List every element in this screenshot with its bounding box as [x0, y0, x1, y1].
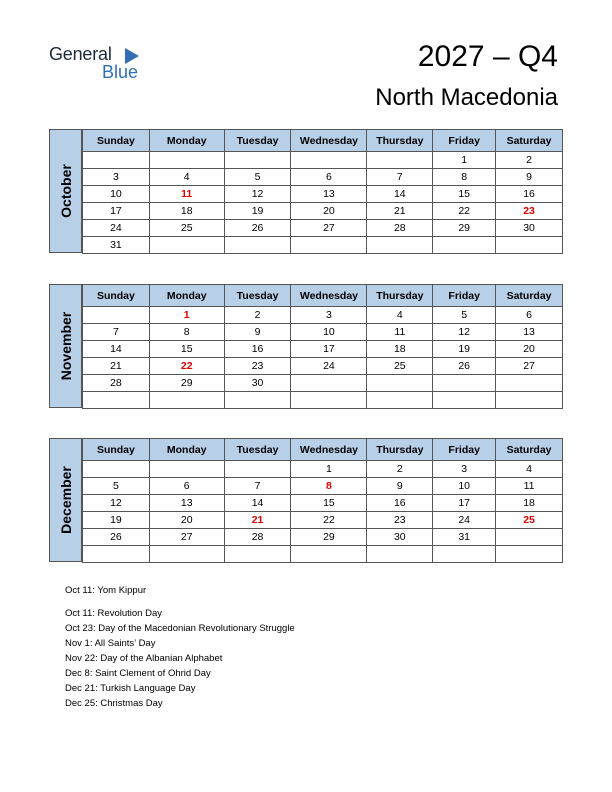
- day-cell: [496, 529, 563, 546]
- day-cell: [433, 392, 496, 409]
- day-cell: 3: [83, 169, 150, 186]
- day-cell: [224, 461, 291, 478]
- day-cell: 2: [224, 307, 291, 324]
- day-cell: [367, 237, 433, 254]
- day-cell: 14: [83, 341, 150, 358]
- week-row: [83, 358, 563, 375]
- day-cell: 21: [224, 512, 291, 529]
- day-cell: 4: [496, 461, 563, 478]
- day-cell: 11: [149, 186, 224, 203]
- month-block-november: [49, 284, 563, 408]
- day-cell: 13: [149, 495, 224, 512]
- day-cell: [83, 152, 150, 169]
- day-cell: 18: [367, 341, 433, 358]
- weekday-header: Sunday: [83, 130, 150, 152]
- day-cell: [149, 392, 224, 409]
- day-cell: 22: [433, 203, 496, 220]
- weekday-header: Thursday: [367, 439, 433, 461]
- weekday-header: Tuesday: [224, 130, 291, 152]
- day-cell: 28: [367, 220, 433, 237]
- day-cell: 10: [433, 478, 496, 495]
- day-cell: 15: [433, 186, 496, 203]
- day-cell: 26: [433, 358, 496, 375]
- day-cell: 11: [496, 478, 563, 495]
- day-cell: 17: [433, 495, 496, 512]
- day-cell: 26: [224, 220, 291, 237]
- day-cell: [496, 237, 563, 254]
- day-cell: 24: [83, 220, 150, 237]
- week-row: [83, 512, 563, 529]
- day-cell: [83, 461, 150, 478]
- month-block-october: [49, 129, 563, 253]
- day-cell: 4: [367, 307, 433, 324]
- month-name: December: [57, 466, 74, 534]
- day-cell: 5: [83, 478, 150, 495]
- day-cell: 20: [496, 341, 563, 358]
- day-cell: [433, 375, 496, 392]
- day-cell: [224, 152, 291, 169]
- day-cell: 19: [224, 203, 291, 220]
- day-cell: [149, 461, 224, 478]
- week-row: [83, 375, 563, 392]
- day-cell: 25: [367, 358, 433, 375]
- day-cell: [291, 392, 367, 409]
- day-cell: 23: [224, 358, 291, 375]
- day-cell: 15: [149, 341, 224, 358]
- day-cell: 20: [291, 203, 367, 220]
- day-cell: 2: [496, 152, 563, 169]
- day-cell: 11: [367, 324, 433, 341]
- day-cell: 5: [433, 307, 496, 324]
- day-cell: 16: [224, 341, 291, 358]
- day-cell: [83, 307, 150, 324]
- day-cell: 14: [367, 186, 433, 203]
- day-cell: 24: [291, 358, 367, 375]
- day-cell: 7: [83, 324, 150, 341]
- month-label: [49, 129, 82, 253]
- holiday-note: Dec 21: Turkish Language Day: [65, 683, 196, 694]
- week-row: [83, 392, 563, 409]
- weekday-header: Saturday: [496, 439, 563, 461]
- weekday-header-row: [83, 285, 563, 307]
- holiday-note: Oct 23: Day of the Macedonian Revolutionary Struggle: [65, 623, 295, 634]
- weekday-header-row: [83, 439, 563, 461]
- weekday-header: Friday: [433, 285, 496, 307]
- day-cell: [496, 375, 563, 392]
- day-cell: 28: [83, 375, 150, 392]
- day-cell: 9: [496, 169, 563, 186]
- week-row: [83, 220, 563, 237]
- day-cell: 14: [224, 495, 291, 512]
- week-row: [83, 169, 563, 186]
- day-cell: 21: [367, 203, 433, 220]
- day-cell: 6: [149, 478, 224, 495]
- day-cell: 18: [496, 495, 563, 512]
- weekday-header: Saturday: [496, 130, 563, 152]
- day-cell: [367, 375, 433, 392]
- weekday-header: Monday: [149, 439, 224, 461]
- day-cell: 27: [496, 358, 563, 375]
- day-cell: 23: [496, 203, 563, 220]
- day-cell: 30: [496, 220, 563, 237]
- day-cell: [496, 392, 563, 409]
- day-cell: 29: [433, 220, 496, 237]
- weekday-header: Thursday: [367, 285, 433, 307]
- day-cell: 12: [433, 324, 496, 341]
- weekday-header: Sunday: [83, 285, 150, 307]
- month-calendar-table: [82, 284, 563, 409]
- day-cell: 17: [83, 203, 150, 220]
- day-cell: 7: [367, 169, 433, 186]
- day-cell: [367, 152, 433, 169]
- day-cell: 19: [83, 512, 150, 529]
- weekday-header-row: [83, 130, 563, 152]
- logo-general-text: General: [49, 44, 112, 64]
- day-cell: 23: [367, 512, 433, 529]
- day-cell: [149, 237, 224, 254]
- day-cell: 30: [367, 529, 433, 546]
- holiday-notes: [65, 583, 295, 711]
- day-cell: 12: [83, 495, 150, 512]
- weekday-header: Thursday: [367, 130, 433, 152]
- day-cell: [496, 546, 563, 563]
- weekday-header: Friday: [433, 130, 496, 152]
- week-row: [83, 341, 563, 358]
- day-cell: 4: [149, 169, 224, 186]
- day-cell: 12: [224, 186, 291, 203]
- week-row: [83, 529, 563, 546]
- weekday-header: Saturday: [496, 285, 563, 307]
- holiday-note: Nov 22: Day of the Albanian Alphabet: [65, 653, 223, 664]
- day-cell: 19: [433, 341, 496, 358]
- day-cell: [433, 546, 496, 563]
- holiday-note: Dec 25: Christmas Day: [65, 698, 163, 709]
- day-cell: 6: [496, 307, 563, 324]
- day-cell: 22: [291, 512, 367, 529]
- weekday-header: Friday: [433, 439, 496, 461]
- week-row: [83, 324, 563, 341]
- holiday-note: Nov 1: All Saints’ Day: [65, 638, 156, 649]
- weekday-header: Tuesday: [224, 439, 291, 461]
- month-name: November: [57, 311, 74, 381]
- day-cell: 16: [496, 186, 563, 203]
- day-cell: 27: [291, 220, 367, 237]
- day-cell: 30: [224, 375, 291, 392]
- holiday-note: Oct 11: Revolution Day: [65, 608, 162, 619]
- weekday-header: Sunday: [83, 439, 150, 461]
- day-cell: [224, 237, 291, 254]
- day-cell: [224, 392, 291, 409]
- day-cell: 5: [224, 169, 291, 186]
- month-label: [49, 284, 82, 408]
- day-cell: 29: [149, 375, 224, 392]
- day-cell: [367, 546, 433, 563]
- day-cell: [224, 546, 291, 563]
- day-cell: 29: [291, 529, 367, 546]
- day-cell: [433, 237, 496, 254]
- day-cell: 25: [496, 512, 563, 529]
- month-label: [49, 438, 82, 562]
- day-cell: 3: [291, 307, 367, 324]
- weekday-header: Monday: [149, 285, 224, 307]
- holiday-note: Dec 8: Saint Clement of Ohrid Day: [65, 668, 211, 679]
- day-cell: 9: [367, 478, 433, 495]
- day-cell: 21: [83, 358, 150, 375]
- day-cell: 24: [433, 512, 496, 529]
- day-cell: 13: [291, 186, 367, 203]
- day-cell: [367, 392, 433, 409]
- day-cell: 7: [224, 478, 291, 495]
- day-cell: 8: [149, 324, 224, 341]
- day-cell: 3: [433, 461, 496, 478]
- holiday-note: Oct 11: Yom Kippur: [65, 585, 147, 596]
- month-calendar-table: [82, 438, 563, 563]
- week-row: [83, 461, 563, 478]
- day-cell: [83, 392, 150, 409]
- day-cell: 18: [149, 203, 224, 220]
- day-cell: 27: [149, 529, 224, 546]
- day-cell: 1: [433, 152, 496, 169]
- day-cell: [83, 546, 150, 563]
- week-row: [83, 186, 563, 203]
- weekday-header: Wednesday: [291, 285, 367, 307]
- logo-blue-text: Blue: [102, 62, 139, 82]
- weekday-header: Monday: [149, 130, 224, 152]
- day-cell: [149, 152, 224, 169]
- day-cell: 8: [291, 478, 367, 495]
- week-row: [83, 495, 563, 512]
- day-cell: 20: [149, 512, 224, 529]
- week-row: [83, 237, 563, 254]
- weekday-header: Wednesday: [291, 439, 367, 461]
- day-cell: 13: [496, 324, 563, 341]
- day-cell: 16: [367, 495, 433, 512]
- day-cell: 17: [291, 341, 367, 358]
- day-cell: 1: [291, 461, 367, 478]
- generalblue-logo: [49, 44, 149, 84]
- day-cell: 10: [83, 186, 150, 203]
- day-cell: 2: [367, 461, 433, 478]
- week-row: [83, 203, 563, 220]
- day-cell: 26: [83, 529, 150, 546]
- day-cell: [291, 375, 367, 392]
- week-row: [83, 152, 563, 169]
- day-cell: 1: [149, 307, 224, 324]
- day-cell: [291, 546, 367, 563]
- page-title: 2027 – Q4: [417, 40, 558, 73]
- day-cell: 25: [149, 220, 224, 237]
- day-cell: 31: [433, 529, 496, 546]
- weekday-header: Wednesday: [291, 130, 367, 152]
- day-cell: 22: [149, 358, 224, 375]
- week-row: [83, 478, 563, 495]
- month-name: October: [57, 164, 74, 218]
- day-cell: 15: [291, 495, 367, 512]
- day-cell: 10: [291, 324, 367, 341]
- day-cell: [149, 546, 224, 563]
- week-row: [83, 307, 563, 324]
- month-block-december: [49, 438, 563, 562]
- day-cell: 9: [224, 324, 291, 341]
- day-cell: 31: [83, 237, 150, 254]
- week-row: [83, 546, 563, 563]
- month-calendar-table: [82, 129, 563, 254]
- day-cell: 6: [291, 169, 367, 186]
- day-cell: [291, 152, 367, 169]
- country-name: North Macedonia: [375, 84, 558, 111]
- day-cell: 8: [433, 169, 496, 186]
- weekday-header: Tuesday: [224, 285, 291, 307]
- day-cell: 28: [224, 529, 291, 546]
- day-cell: [291, 237, 367, 254]
